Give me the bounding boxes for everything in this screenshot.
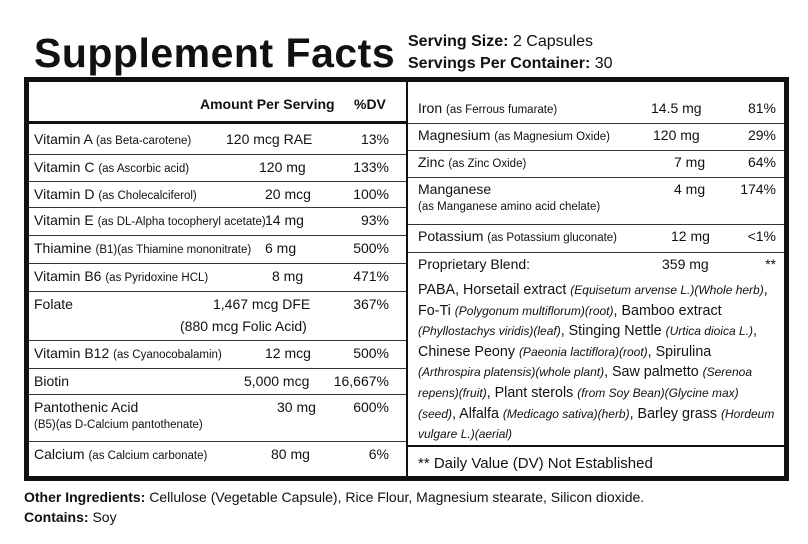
amount-value: 120 mg [259, 159, 306, 175]
dv-value: ** [765, 256, 776, 272]
row-divider [29, 441, 406, 442]
nutrient-label: Pantothenic Acid [34, 399, 139, 415]
blend-ingredient: , Saw palmetto [604, 364, 703, 381]
amount-value: 1,467 mcg DFE [213, 296, 311, 312]
amount-value: 12 mg [671, 228, 710, 244]
blend-source: (Serenoa repens)(fruit) [418, 365, 752, 400]
servings-per-container-label: Servings Per Container: [408, 55, 591, 72]
row-divider [29, 394, 406, 395]
amount-value: 7 mg [674, 154, 706, 170]
row-divider [408, 224, 784, 225]
blend-ingredient: PABA, Horsetail extract [418, 282, 571, 298]
amount-value: 5,000 mcg [244, 373, 310, 389]
amount-value: 6 mg [265, 240, 297, 256]
row-divider [29, 235, 406, 236]
row-divider [29, 207, 406, 208]
blend-source: (Medicago sativa)(herb) [502, 406, 630, 421]
dv-value: 133% [353, 159, 389, 175]
nutrient-label: Manganese [418, 181, 492, 197]
nutrient-name [34, 131, 191, 147]
blend-ingredient: , Chinese Peony [418, 323, 757, 360]
dv-value: 13% [360, 131, 389, 147]
dv-note: ** Daily Value (DV) Not Established [418, 455, 653, 472]
dv-value: 471% [353, 268, 389, 284]
blend-source: (Paeonia lactiflora)(root) [518, 344, 648, 359]
blend-ingredient: , Fo-Ti [418, 282, 768, 319]
row-divider [29, 263, 406, 264]
serving-info [408, 31, 613, 75]
nutrient-label: Vitamin D [34, 186, 95, 202]
nutrient-label: Vitamin A [34, 131, 93, 147]
amount-value: 12 mcg [265, 345, 311, 361]
nutrient-detail: (as Zinc Oxide) [448, 158, 527, 170]
nutrient-label: Biotin [34, 373, 70, 389]
nutrient-detail: (as Manganese amino acid chelate) [418, 201, 601, 213]
nutrient-name [34, 159, 189, 175]
blend-ingredient: , Stinging Nettle [560, 323, 666, 340]
row-divider [408, 252, 784, 253]
nutrient-name [34, 399, 203, 431]
nutrient-detail: (as Cholecalciferol) [98, 190, 197, 202]
blend-source: (Arthrospira platensis)(whole plant) [418, 365, 605, 380]
dv-value: 100% [353, 186, 389, 202]
nutrient-name [418, 256, 530, 272]
dv-value: 174% [740, 181, 776, 197]
nutrient-label: Vitamin E [34, 212, 94, 228]
dv-value: 64% [747, 154, 776, 170]
blend-source: (Hordeum vulgare L.)(aerial) [418, 406, 775, 442]
row-divider [408, 123, 784, 124]
blend-source: (Equisetum arvense L.)(Whole herb) [570, 283, 764, 297]
dv-value: 500% [353, 345, 389, 361]
serving-size-value: 2 Capsules [512, 33, 593, 50]
nutrient-detail: (B1)(as Thiamine mononitrate) [95, 244, 252, 256]
blend-ingredient: , Plant sterols [486, 384, 578, 401]
blend-source: (Phyllostachys viridis)(leaf) [418, 324, 561, 339]
amount-value: 8 mg [272, 268, 304, 284]
amount-value: 80 mg [271, 446, 310, 462]
nutrient-detail: (as Ascorbic acid) [98, 163, 190, 175]
amount-value: 4 mg [674, 181, 706, 197]
nutrient-name [34, 296, 73, 312]
dv-value: 16,667% [333, 373, 389, 389]
nutrient-detail: (as DL-Alpha tocopheryl acetate) [97, 216, 266, 228]
row-divider [29, 340, 406, 341]
dv-header: %DV [354, 96, 386, 112]
serving-size-label: Serving Size: [408, 33, 509, 50]
nutrient-label: Folate [34, 296, 73, 312]
dv-value: <1% [747, 228, 776, 244]
blend-ingredient: , Spirulina [647, 343, 712, 360]
nutrient-detail: (as Cyanocobalamin) [113, 349, 222, 361]
nutrient-name [418, 100, 557, 116]
dv-value: 600% [353, 399, 389, 415]
amount-value: 20 mcg [265, 186, 311, 202]
nutrient-name [418, 181, 600, 213]
other-ingredients-label: Other Ingredients: [24, 489, 146, 505]
servings-per-container-value: 30 [594, 55, 613, 72]
nutrient-detail: (as Ferrous fumarate) [446, 104, 558, 116]
proprietary-blend-list [418, 280, 776, 445]
nutrient-name [34, 186, 197, 202]
amount-value: 30 mg [277, 399, 316, 415]
nutrient-label: Calcium [34, 446, 85, 462]
nutrient-detail: (as Potassium gluconate) [487, 232, 618, 244]
amount-value: 120 mcg RAE [226, 131, 313, 147]
nutrient-name [418, 228, 617, 244]
nutrient-label: Vitamin B12 [34, 345, 110, 361]
row-divider [408, 150, 784, 151]
other-ingredients [24, 489, 644, 505]
header-rule [29, 121, 406, 124]
page-title: Supplement Facts [34, 30, 396, 76]
column-divider [406, 82, 408, 476]
nutrient-name [34, 240, 251, 256]
nutrient-detail: (as Pyridoxine HCL) [105, 272, 209, 284]
row-divider [29, 154, 406, 155]
nutrient-label: Thiamine [34, 240, 92, 256]
nutrient-label: Vitamin C [34, 159, 95, 175]
dv-value: 93% [360, 212, 389, 228]
contains-label: Contains: [24, 509, 89, 525]
dv-value: 500% [353, 240, 389, 256]
dv-note-rule [408, 445, 784, 447]
row-divider [29, 368, 406, 369]
nutrient-label: Proprietary Blend: [418, 256, 531, 272]
nutrient-label: Vitamin B6 [34, 268, 102, 284]
dv-value: 367% [353, 296, 389, 312]
blend-source: (Polygonum multiflorum)(root) [454, 303, 614, 318]
nutrient-name [418, 127, 610, 143]
nutrient-name [34, 446, 207, 462]
nutrient-detail: (as Magnesium Oxide) [494, 131, 610, 143]
amount-value: 14 mg [265, 212, 304, 228]
nutrient-name [418, 154, 526, 170]
nutrient-label: Magnesium [418, 127, 491, 143]
dv-value: 81% [747, 100, 776, 116]
blend-ingredient: , Alfalfa [452, 405, 503, 422]
blend-ingredient: , Barley grass [629, 405, 721, 422]
row-divider [408, 177, 784, 178]
nutrient-label: Zinc [418, 154, 445, 170]
amount-header: Amount Per Serving [200, 96, 335, 112]
contains [24, 509, 117, 525]
amount-subvalue: (880 mcg Folic Acid) [180, 318, 307, 334]
nutrient-detail: (B5)(as D-Calcium pantothenate) [34, 419, 203, 431]
nutrient-name [34, 212, 266, 228]
nutrient-label: Iron [418, 100, 443, 116]
nutrient-label: Potassium [418, 228, 484, 244]
other-ingredients-value: Cellulose (Vegetable Capsule), Rice Flour, Magnesium stearate, Silicon dioxide. [145, 489, 645, 505]
row-divider [29, 181, 406, 182]
nutrient-detail: (as Calcium carbonate) [88, 450, 208, 462]
nutrient-name [34, 373, 69, 389]
blend-ingredient: , Bamboo extract [613, 302, 722, 319]
blend-source: (Urtica dioica L.) [665, 324, 753, 339]
amount-value: 14.5 mg [651, 100, 702, 116]
row-divider [29, 291, 406, 292]
nutrient-detail: (as Beta-carotene) [96, 135, 192, 147]
contains-value: Soy [88, 509, 117, 525]
nutrient-name [34, 268, 208, 284]
nutrient-name [34, 345, 222, 361]
dv-value: 29% [747, 127, 776, 143]
amount-value: 359 mg [662, 256, 709, 272]
amount-value: 120 mg [653, 127, 700, 143]
blend-source: (from Soy Bean)(Glycine max)(seed) [418, 385, 739, 421]
dv-value: 6% [368, 446, 389, 462]
